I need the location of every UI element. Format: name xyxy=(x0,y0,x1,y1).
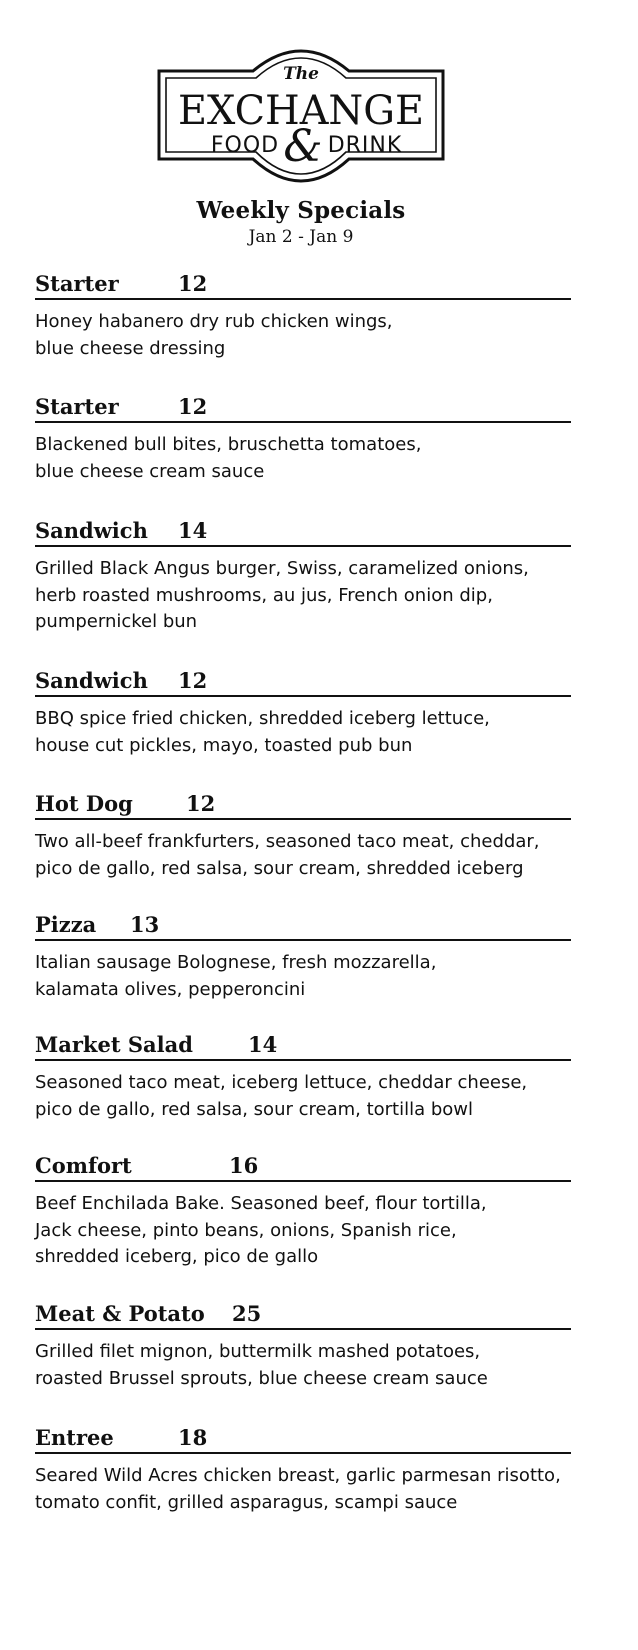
date-range: Jan 2 - Jan 9 xyxy=(248,227,354,247)
special-header xyxy=(35,395,571,423)
description-line: Italian sausage Bolognese, fresh mozzarella, xyxy=(35,952,437,973)
special-description xyxy=(35,1463,571,1516)
logo-ampersand: & xyxy=(283,121,323,172)
special-price: 25 xyxy=(232,1301,262,1326)
description-line: herb roasted mushrooms, au jus, French onion dip, xyxy=(35,584,493,606)
special-header xyxy=(35,1033,571,1061)
restaurant-logo xyxy=(157,49,445,183)
special-description xyxy=(35,1339,571,1392)
special-item xyxy=(35,1154,571,1271)
special-description xyxy=(35,829,571,882)
special-category: Comfort xyxy=(35,1153,132,1178)
special-price: 12 xyxy=(178,394,208,419)
special-description xyxy=(35,1070,571,1123)
description-line: Beef Enchilada Bake. Seasoned beef, flour tortilla, xyxy=(35,1193,487,1214)
special-header xyxy=(35,1426,571,1454)
logo-food: FOOD xyxy=(210,133,280,158)
description-line: shredded iceberg, pico de gallo xyxy=(35,1246,319,1267)
special-description xyxy=(35,309,571,362)
special-description xyxy=(35,706,571,759)
logo-drink: DRINK xyxy=(327,133,403,158)
special-category: Starter xyxy=(35,394,119,419)
special-price: 14 xyxy=(178,518,208,543)
special-category: Entree xyxy=(35,1425,114,1450)
special-header xyxy=(35,519,571,547)
logo-the: The xyxy=(283,64,319,84)
special-category: Meat & Potato xyxy=(35,1301,205,1326)
special-category: Market Salad xyxy=(35,1032,193,1057)
description-line: kalamata olives, pepperoncini xyxy=(35,978,306,1000)
special-item xyxy=(35,519,571,636)
description-line: blue cheese cream sauce xyxy=(35,460,265,482)
description-line: pico de gallo, red salsa, sour cream, tortilla bowl xyxy=(35,1098,474,1120)
description-line: Honey habanero dry rub chicken wings, xyxy=(35,311,393,332)
special-category: Sandwich xyxy=(35,518,148,543)
special-category: Hot Dog xyxy=(35,791,133,816)
special-description xyxy=(35,950,571,1003)
special-price: 13 xyxy=(130,912,160,937)
special-description xyxy=(35,1191,571,1271)
description-line: BBQ spice fried chicken, shredded iceberg lettuce, xyxy=(35,708,490,729)
special-item xyxy=(35,913,571,1003)
special-item xyxy=(35,669,571,759)
special-price: 12 xyxy=(178,668,208,693)
special-price: 14 xyxy=(248,1032,278,1057)
special-item xyxy=(35,1426,571,1516)
description-line: tomato confit, grilled asparagus, scampi sauce xyxy=(35,1491,458,1513)
special-price: 16 xyxy=(229,1153,259,1178)
special-header xyxy=(35,272,571,300)
description-line: pumpernickel bun xyxy=(35,611,198,632)
special-price: 18 xyxy=(178,1425,208,1450)
description-line: house cut pickles, mayo, toasted pub bun xyxy=(35,734,413,756)
special-description xyxy=(35,556,571,636)
special-description xyxy=(35,432,571,485)
special-header xyxy=(35,913,571,941)
special-item xyxy=(35,395,571,485)
special-category: Starter xyxy=(35,271,119,296)
page-title: Weekly Specials xyxy=(196,197,406,224)
special-category: Pizza xyxy=(35,912,97,937)
special-header xyxy=(35,669,571,697)
special-item xyxy=(35,1302,571,1392)
description-line: Grilled filet mignon, buttermilk mashed potatoes, xyxy=(35,1341,481,1362)
description-line: Jack cheese, pinto beans, onions, Spanish rice, xyxy=(35,1219,457,1241)
description-line: pico de gallo, red salsa, sour cream, shredded iceberg xyxy=(35,857,524,879)
logo-name: EXCHANGE xyxy=(178,88,424,134)
special-price: 12 xyxy=(178,271,208,296)
description-line: Blackened bull bites, bruschetta tomatoes, xyxy=(35,434,422,455)
description-line: Seasoned taco meat, iceberg lettuce, cheddar cheese, xyxy=(35,1072,528,1093)
description-line: Two all-beef frankfurters, seasoned taco meat, cheddar, xyxy=(35,831,540,852)
description-line: Grilled Black Angus burger, Swiss, caramelized onions, xyxy=(35,558,529,579)
special-category: Sandwich xyxy=(35,668,148,693)
special-header xyxy=(35,792,571,820)
special-item xyxy=(35,1033,571,1123)
special-price: 12 xyxy=(186,791,216,816)
description-line: Seared Wild Acres chicken breast, garlic parmesan risotto, xyxy=(35,1465,561,1486)
special-header xyxy=(35,1302,571,1330)
special-item xyxy=(35,792,571,882)
special-header xyxy=(35,1154,571,1182)
description-line: blue cheese dressing xyxy=(35,337,226,359)
special-item xyxy=(35,272,571,362)
description-line: roasted Brussel sprouts, blue cheese cream sauce xyxy=(35,1367,488,1389)
